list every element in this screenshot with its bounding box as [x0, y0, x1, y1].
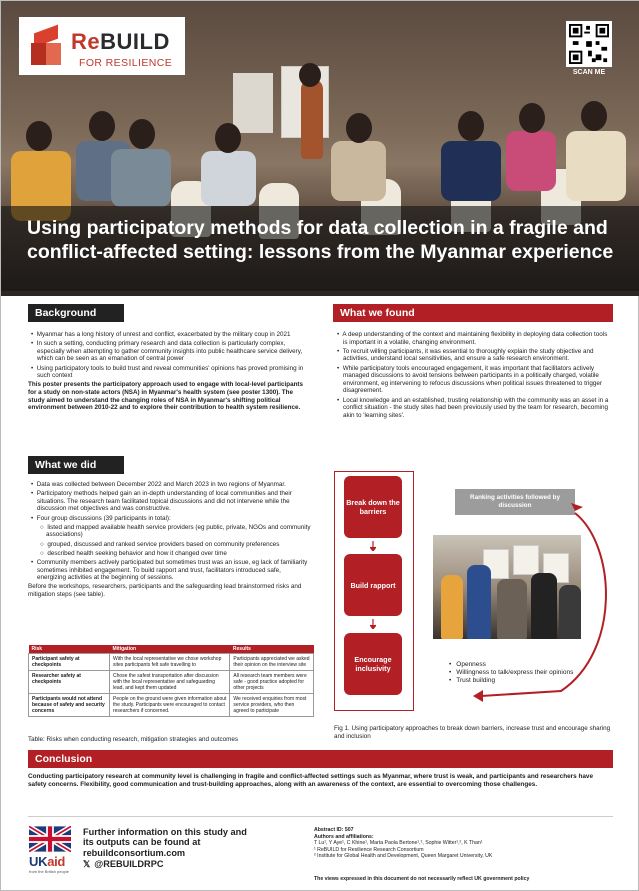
- conclusion-text: Conducting participatory research at community level is challenging in fragile and conflict-affected settings such as Myanmar, where trust is weak, and participants and researchers have safety concerns. Flexibility, good communication and trust-building approaches, along with an awareness of the context, are essential to overcoming those challenges.: [28, 773, 594, 788]
- figure-caption: Fig 1. Using participatory approaches to break down barriers, increase trust and encourage sharing and inclusion: [334, 725, 611, 740]
- what-we-did-heading: What we did: [28, 456, 124, 474]
- list-item: • Openness: [449, 661, 573, 669]
- step-break-barriers: Break down the barriers: [344, 476, 402, 538]
- ukaid-logo: UKaid: [29, 854, 66, 869]
- mitigation-header: Mitigation: [109, 645, 229, 654]
- ranking-activities-label: Ranking activities followed by discussion: [455, 489, 575, 515]
- table-row: Participant safety at checkpoints With the local representative we chose workshop sites participants felt safe travelling to Participants appreciated we asked their opinion on the interview site: [29, 654, 314, 671]
- what-we-found-section: • A deep understanding of the context and maintaining flexibility in deploying data collection tools is important in a volatile, changing environment. • To recruit willing participants, it was essential to thoroughly explain the study objective and activities, understand local sensitivities, and ensure a safe research environment. • While participatory tools encouraged engagement, it was important that facilitators actively managed discussions to avoid tensions between participants in a politically charged, volatile environment, eg intervening to refocus discussions when political issues threatened to trigger disagreement. • Local knowledge and an established, trusting relationship with the community was an asset in a conflict situation - the study sites had been previously used by the team for research, becoming akin to 'learning sites'.: [337, 331, 609, 419]
- what-we-did-section: • Data was collected between December 2022 and March 2023 in two regions of Myanmar. • Participatory methods helped gain an in-depth understanding of local communities and their situations. The research team facilitated topical discussions and did not intervene while the discussion met objectives and was constructive. • Four group discussions (39 participants in total): ○ listed and mapped available health service providers (eg public, private, NGOs and community associations) ○ grouped, discussed and ranked service providers based on community preferences ○ described health seeking behavior and how it changed over time • Community members actively participated but sometimes trust was an issue, eg lack of familiarity sometimes inhibited engagement. To build rapport and trust, facilitators introduced safe, energizing activities at the beginning of sessions. Before the workshops, researchers, participants and the safeguarding lead brainstormed risks and mitigation steps (see table).: [28, 481, 311, 598]
- arrow-down-icon: [370, 619, 376, 629]
- step-encourage-inclusivity: Encourage inclusivity: [344, 633, 402, 695]
- list-item: • Trust building: [449, 677, 573, 685]
- website-link[interactable]: rebuildconsortium.com: [83, 847, 186, 858]
- step-build-rapport: Build rapport: [344, 554, 402, 616]
- background-heading: Background: [28, 304, 124, 322]
- what-we-found-heading: What we found: [333, 304, 613, 322]
- rebuild-cube-icon: [27, 27, 65, 67]
- background-summary: This poster presents the participatory approach used to engage with local-level participants for a study on non-state actors (NSA) in Myanmar's health system (see poster 1300). The study aimed to understand the changing roles of NSA in Myanmar's shifting political environment between 2010-22 and to explore their contribution to health system resilience.: [28, 381, 304, 412]
- table-row: Participants would not attend because of safety and security concerns People on the ground were given information about the study. Participants were encouraged to contact researchers if concerned. We received enquiries from most service providers, who then agreed to participate: [29, 694, 314, 717]
- qr-code-icon[interactable]: [566, 21, 612, 67]
- outcomes-list: [449, 661, 573, 685]
- list-item: • Willingness to talk/express their opinions: [449, 669, 573, 677]
- conclusion-heading: Conclusion: [28, 750, 613, 768]
- ukaid-tagline: from the British people: [29, 869, 70, 874]
- poster-title: Using participatory methods for data collection in a fragile and conflict-affected setting: lessons from the Myanmar experience: [27, 217, 614, 263]
- abstract-info: Abstract ID: 507 Authors and affiliations: T Lu¹, Y Aye¹, C Khine¹, Marta Paola Bertone¹,², Sophie Witter¹,², K Than¹ ¹ ReBUILD for Resilience Research Consortium ² Institute for Global Health and Development, Queen Margaret University, UK: [314, 827, 493, 859]
- uk-flag-icon: [29, 826, 71, 852]
- scan-me-label: SCAN ME: [572, 69, 606, 76]
- disclaimer: The views expressed in this document do not necessarily reflect UK government policy: [314, 876, 530, 882]
- logo-tagline: FOR RESILIENCE: [79, 57, 173, 69]
- rebuild-logo: [19, 17, 185, 75]
- background-section: • Myanmar has a long history of unrest and conflict, exacerbated by the military coup in 2021 • In such a setting, conducting primary research and data collection is particularly complex, especially when attempting to gather community insights into public healthcare service delivery, which can be seen as an emanation of central power • Using participatory tools to build trust and reveal communities' opinions has proved promising in such context This poster presents the participatory approach used to engage with local-level participants for a study on non-state actors (NSA) in Myanmar's health system (see poster 1300). The study aimed to understand the changing roles of NSA in Myanmar's shifting political environment between 2010-22 and to explore their contribution to health system resilience.: [28, 331, 311, 413]
- table-caption: Table: Risks when conducting research, mitigation strategies and outcomes: [28, 736, 239, 743]
- arrow-down-icon: [370, 541, 376, 551]
- logo-wordmark: ReBUILD: [71, 29, 170, 54]
- table-row: Researcher safety at checkpoints Chose the safest transportation after discussion with the local representative and safeguarding lead, and kept them updated All research team members were safe - good practice adopted for other projects: [29, 671, 314, 694]
- x-logo-icon: 𝕏: [83, 859, 91, 869]
- results-header: Results: [230, 645, 314, 654]
- risk-header: Risk: [29, 645, 110, 654]
- risk-table: [28, 645, 314, 717]
- further-info: Further information on this study and its outputs can be found at rebuildconsortium.com: [83, 827, 273, 858]
- twitter-handle[interactable]: 𝕏 @REBUILDRPC: [83, 859, 164, 869]
